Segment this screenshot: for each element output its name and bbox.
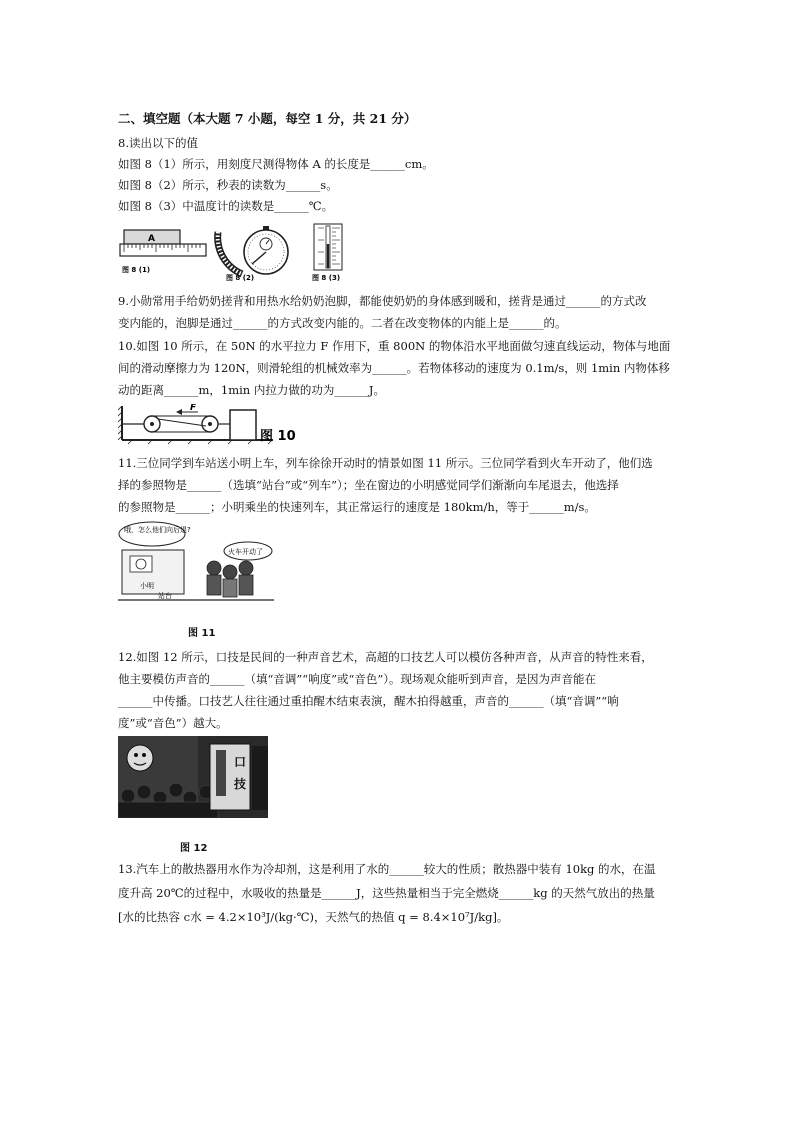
- section-heading: 二、填空题（本大题 7 小题，每空 1 分，共 21 分）: [118, 111, 417, 126]
- q8-line-2: 如图 8（1）所示，用刻度尺测得物体 A 的长度是______cm。: [118, 157, 434, 171]
- q12-line-4: 度”或“音色”）越大。: [118, 716, 228, 730]
- fig8-3-caption: 图 8 (3): [312, 274, 341, 282]
- bubble-1-text: 哦，怎么他们向后退?: [124, 526, 191, 534]
- bubble-2-text: 火车开动了: [228, 548, 263, 556]
- figure-8-1-ruler: [118, 222, 210, 284]
- cartoon-face: [127, 745, 153, 771]
- sign-char-1: 口: [234, 755, 247, 769]
- name-label: 小明: [140, 582, 154, 590]
- q13-line-2: 度升高 20℃的过程中，水吸收的热量是______J，这些热量相当于完全燃烧______kg 的天然气放出的热量: [118, 886, 655, 900]
- q11-line-2: 择的参照物是______（选填“站台”或“列车”）；坐在窗边的小明感觉同学们渐渐向车尾退去，他选择: [118, 478, 619, 492]
- q8-line-1: 8.读出以下的值: [118, 136, 198, 150]
- q11-line-1: 11.三位同学到车站送小明上车，列车徐徐开动时的情景如图 11 所示。三位同学看到火车开动了，他们选: [118, 456, 653, 470]
- figure-10-caption: 图 10: [260, 429, 296, 444]
- q11-line-3: 的参照物是______；小明乘坐的快速列车，其正常运行的速度是 180km/h，等于______m/s。: [118, 500, 596, 514]
- stage-banner: [216, 750, 226, 796]
- q13-line-1: 13.汽车上的散热器用水作为冷却剂，这是利用了水的______较大的性质；散热器中装有 10kg 的水，在温: [118, 862, 656, 876]
- q12-line-2: 他主要模仿声音的______（填“音调”“响度”或“音色”）。现场观众能听到声音，是因为声音能在: [118, 672, 597, 686]
- platform-label: 站台: [158, 592, 172, 600]
- block-object: [230, 410, 256, 440]
- figure-11-caption: 图 11: [188, 628, 216, 639]
- q10-line-3: 动的距离______m，1min 内拉力做的功为______J。: [118, 383, 385, 397]
- fig8-1-caption: 图 8 (1): [122, 266, 151, 274]
- xiaoming-face: [136, 559, 146, 569]
- thermometer-liquid: [327, 244, 329, 268]
- q12-line-1: 12.如图 12 所示，口技是民间的一种声音艺术，高超的口技艺人可以模仿各种声音，从声音的特性来看，: [118, 650, 653, 664]
- object-a-label: A: [148, 234, 155, 244]
- q10-line-2: 间的滑动摩擦力为 120N，则滑轮组的机械效率为______。若物体移动的速度为 0.1m/s，则 1min 内物体移: [118, 361, 670, 375]
- fig8-2-caption: 图 8 (2): [226, 274, 255, 282]
- q8-line-3: 如图 8（2）所示，秒表的读数为______s。: [118, 178, 338, 192]
- q9-line-1: 9.小勋常用手给奶奶搓背和用热水给奶奶泡脚，都能使奶奶的身体感到暖和，搓背是通过______的方式改: [118, 294, 647, 308]
- q13-line-3: [水的比热容 c水 = 4.2×10³J/(kg·℃)，天然气的热值 q = 8.4×10⁷J/kg]。: [118, 910, 509, 924]
- figure-8-3-thermometer: [310, 222, 358, 284]
- figure-11-illustration: [118, 520, 274, 608]
- figure-10-pulley: [118, 404, 308, 446]
- force-label: F: [190, 404, 197, 413]
- stopwatch-crown: [263, 226, 269, 230]
- q10-line-1: 10.如图 10 所示，在 50N 的水平拉力 F 作用下，重 800N 的物体沿水平地面做匀速直线运动，物体与地面: [118, 339, 671, 353]
- figure-12-caption: 图 12: [180, 843, 208, 854]
- q8-line-4: 如图 8（3）中温度计的读数是______℃。: [118, 199, 334, 213]
- q9-line-2: 变内能的，泡脚是通过______的方式改变内能的。二者在改变物体的内能上是______的。: [118, 316, 567, 330]
- figure-8-2-stopwatch: [214, 222, 306, 284]
- ruler-body: [120, 244, 206, 256]
- figure-12-photo: [118, 736, 268, 818]
- sign-char-2: 技: [234, 777, 247, 791]
- q12-line-3: ______中传播。口技艺人往往通过重拍醒木结束表演，醒木拍得越重，声音的______（填“音调”“响: [118, 694, 619, 708]
- students-group: [207, 561, 253, 597]
